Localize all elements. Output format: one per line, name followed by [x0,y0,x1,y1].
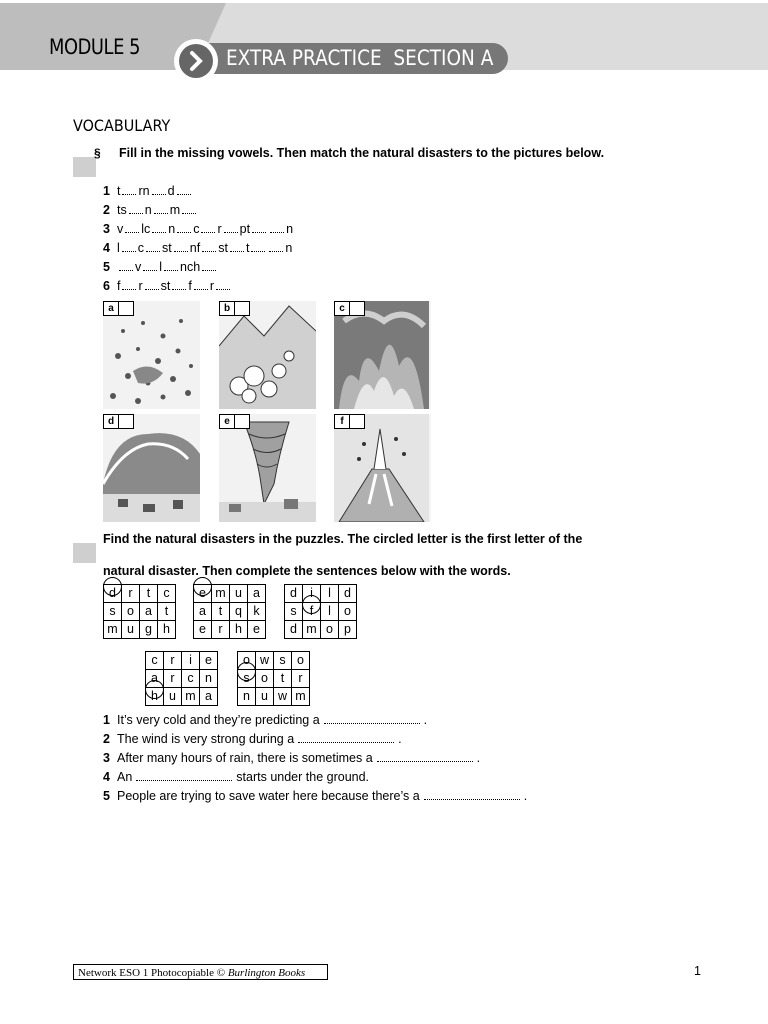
letter-group: lc [141,222,151,236]
vowel-blank[interactable] [143,269,157,271]
vowel-blank[interactable] [202,269,216,271]
puzzle-letter[interactable]: l [321,603,339,621]
puzzle-letter[interactable]: m [303,621,321,639]
word-item [103,241,292,255]
puzzle-letter[interactable]: o [292,652,310,670]
puzzle-letter[interactable]: a [146,670,164,688]
puzzle-letter[interactable]: s [104,603,122,621]
puzzle-letter[interactable]: a [248,585,266,603]
module-title: MODULE 5 [49,35,141,59]
letter-group: d [167,184,175,198]
puzzle-letter[interactable]: d [104,585,122,603]
sentence-text-before: The wind is very strong during a [117,732,295,746]
item-number: 5 [103,789,110,803]
picture-label: a [103,301,119,316]
sentence-item [103,732,402,746]
vowel-blank[interactable] [224,231,238,233]
puzzle-letter[interactable]: t [274,670,292,688]
vowel-blank[interactable] [269,250,283,252]
letter-group: v [135,260,142,274]
puzzle-letter[interactable]: r [164,652,182,670]
answer-blank[interactable] [298,741,394,743]
puzzle-letter[interactable]: h [230,621,248,639]
word-item [103,279,232,293]
vowel-blank[interactable] [164,269,178,271]
puzzle-letter[interactable]: m [212,585,230,603]
puzzle-letter[interactable]: m [292,688,310,706]
vowel-blank[interactable] [172,288,186,290]
letter-group: c [193,222,200,236]
sentence-text-before: An [117,770,133,784]
exercise2-instruction-line1: Find the natural disasters in the puzzles. The circled letter is the first letter of the [103,532,583,546]
item-number: 6 [103,279,110,293]
sentence-text-after: . [398,732,402,746]
letter-group: t [117,184,121,198]
puzzle-letter[interactable]: n [200,670,218,688]
puzzle-letter[interactable]: r [164,670,182,688]
publisher-name: Burlington Books [227,967,306,979]
circled-letter-marker [237,662,256,681]
puzzle-letter[interactable]: s [274,652,292,670]
item-number: 3 [103,751,110,765]
footer-copyright [73,964,328,980]
puzzle-letter[interactable]: t [212,603,230,621]
puzzle-letter[interactable]: a [194,603,212,621]
circled-letter-marker [193,577,212,596]
puzzle-letter[interactable]: i [182,652,200,670]
exercise-marker [73,157,96,177]
letter-group: f [188,279,192,293]
puzzle-letter[interactable]: n [238,688,256,706]
vowel-blank[interactable] [119,269,133,271]
puzzle-letter[interactable]: q [230,603,248,621]
item-number: 2 [103,203,110,217]
vowel-blank[interactable] [145,288,159,290]
puzzle-letter[interactable]: o [339,603,357,621]
circled-letter-marker [103,577,122,596]
puzzle-letter[interactable]: u [122,621,140,639]
answer-box[interactable] [118,301,134,316]
letter-group: c [137,241,145,255]
answer-box[interactable] [118,414,134,429]
puzzle-letter[interactable]: a [200,688,218,706]
letter-group: l [159,260,163,274]
exercise-marker [73,543,96,563]
circled-letter-marker [302,595,321,614]
item-number: 1 [103,713,110,727]
puzzle-letter[interactable]: u [256,688,274,706]
vowel-blank[interactable] [252,231,266,233]
letter-group: f [117,279,121,293]
sentence-item [103,770,369,784]
puzzle-letter[interactable]: t [140,585,158,603]
answer-blank[interactable] [424,798,520,800]
letter-group: r [217,222,222,236]
letter-group: n [144,203,152,217]
bullet-icon: § [94,146,101,160]
sentence-item [103,751,480,765]
exercise2-instruction-line2: natural disaster. Then complete the sentences below with the words. [103,564,511,578]
puzzle-letter[interactable]: s [238,670,256,688]
puzzle-letter[interactable]: u [164,688,182,706]
word-item [103,184,193,198]
puzzle-letter[interactable]: c [158,585,176,603]
circled-letter-marker [145,680,164,699]
puzzle-letter[interactable]: t [158,603,176,621]
letter-group: nf [189,241,201,255]
puzzle-letter[interactable]: p [339,621,357,639]
vowel-blank[interactable] [129,212,143,214]
vowel-blank[interactable] [194,288,208,290]
sentence-text-after: starts under the ground. [236,770,370,784]
puzzle-letter[interactable]: d [285,585,303,603]
vowel-blank[interactable] [177,231,191,233]
vowel-blank[interactable] [251,250,265,252]
puzzle-letter[interactable]: i [303,585,321,603]
picture-label: d [103,414,119,429]
letter-group: rn [138,184,150,198]
answer-blank[interactable] [377,760,473,762]
vowel-blank[interactable] [201,231,215,233]
item-number: 5 [103,260,110,274]
puzzle-letter[interactable]: d [339,585,357,603]
sentence-item [103,713,427,727]
puzzle-letter[interactable]: u [230,585,248,603]
vowel-blank[interactable] [146,250,160,252]
picture-d-tsunami [103,414,200,522]
sentence-text-before: It’s very cold and they’re predicting a [117,713,320,727]
picture-c-forest-fire [334,301,431,409]
picture-e-tornado [219,414,316,522]
vowel-blank[interactable] [122,193,136,195]
item-number: 1 [103,184,110,198]
puzzle-letter[interactable]: e [200,652,218,670]
item-number: 3 [103,222,110,236]
letter-group: m [169,203,181,217]
puzzle-letter[interactable]: o [256,670,274,688]
vowel-blank[interactable] [152,193,166,195]
picture-a-hailstorm [103,301,200,409]
vowel-blank[interactable] [125,231,139,233]
picture-label: f [334,414,350,429]
puzzle-letter[interactable]: s [285,603,303,621]
puzzle-letter[interactable]: e [194,585,212,603]
letter-group: t [245,241,250,255]
item-number: 2 [103,732,110,746]
letter-group: n [168,222,176,236]
section-title: EXTRA PRACTICE SECTION A [226,46,494,70]
letter-puzzle [284,584,357,639]
puzzle-letter[interactable]: w [256,652,274,670]
letter-group: nch [180,260,201,274]
vowel-blank[interactable] [177,193,191,195]
letter-group: st [160,279,171,293]
picture-f-volcanic-eruption [334,414,431,522]
word-item [103,222,293,236]
copyright-text: Network ESO 1 Photocopiable © [78,967,226,979]
puzzle-letter[interactable]: h [158,621,176,639]
page-number: 1 [694,964,701,978]
letter-group: ts [117,203,127,217]
picture-label: c [334,301,350,316]
item-number: 4 [103,770,110,784]
puzzle-letter[interactable]: m [104,621,122,639]
chevron-right-icon [179,44,213,78]
letter-group: v [117,222,124,236]
sentence-text-after: . [423,713,428,727]
letter-group: st [162,241,172,255]
puzzle-letter[interactable]: c [146,652,164,670]
vowel-blank[interactable] [154,212,168,214]
letter-group: r [209,279,215,293]
picture-label: e [219,414,235,429]
puzzle-letter[interactable]: r [292,670,310,688]
puzzle-letter[interactable]: w [274,688,292,706]
puzzle-letter[interactable]: f [303,603,321,621]
sentence-text-before: People are trying to save water here because there’s a [117,789,420,803]
puzzle-letter[interactable]: o [238,652,256,670]
vowel-blank[interactable] [270,231,284,233]
vowel-blank[interactable] [122,288,136,290]
letter-group: n [285,241,293,255]
answer-box[interactable] [349,301,365,316]
vowel-blank[interactable] [230,250,244,252]
answer-blank[interactable] [324,722,420,724]
item-number: 4 [103,241,110,255]
puzzle-letter[interactable]: k [248,603,266,621]
word-item [103,260,218,274]
puzzle-letter[interactable]: o [321,621,339,639]
answer-box[interactable] [349,414,365,429]
puzzle-letter[interactable]: h [146,688,164,706]
sentence-text-after: . [523,789,528,803]
puzzle-letter[interactable]: r [122,585,140,603]
puzzle-letter[interactable]: c [182,670,200,688]
vocabulary-heading: VOCABULARY [73,116,171,135]
puzzle-letter[interactable]: m [182,688,200,706]
picture-b-avalanche [219,301,316,409]
answer-blank[interactable] [136,779,232,781]
vowel-blank[interactable] [216,288,230,290]
letter-group: l [117,241,120,255]
exercise1-instruction: Fill in the missing vowels. Then match the natural disasters to the pictures below. [119,146,605,160]
vowel-blank[interactable] [174,250,188,252]
letter-group: r [138,279,143,293]
puzzle-letter[interactable]: d [285,621,303,639]
sentence-text-before: After many hours of rain, there is sometimes a [117,751,373,765]
sentence-text-after: . [476,751,481,765]
vowel-blank[interactable] [122,250,136,252]
letter-group: pt [239,222,251,236]
vowel-blank[interactable] [202,250,216,252]
answer-box[interactable] [234,301,250,316]
puzzle-letter[interactable]: e [194,621,212,639]
puzzle-letter[interactable]: e [248,621,266,639]
puzzle-letter[interactable]: r [212,621,230,639]
puzzle-letter[interactable]: l [321,585,339,603]
puzzle-letter[interactable]: a [140,603,158,621]
vowel-blank[interactable] [182,212,196,214]
sentence-item [103,789,527,803]
puzzle-letter[interactable]: g [140,621,158,639]
word-item [103,203,198,217]
letter-group: st [218,241,228,255]
vowel-blank[interactable] [152,231,166,233]
puzzle-letter[interactable]: o [122,603,140,621]
letter-group: n [286,222,294,236]
picture-label: b [219,301,235,316]
answer-box[interactable] [234,414,250,429]
